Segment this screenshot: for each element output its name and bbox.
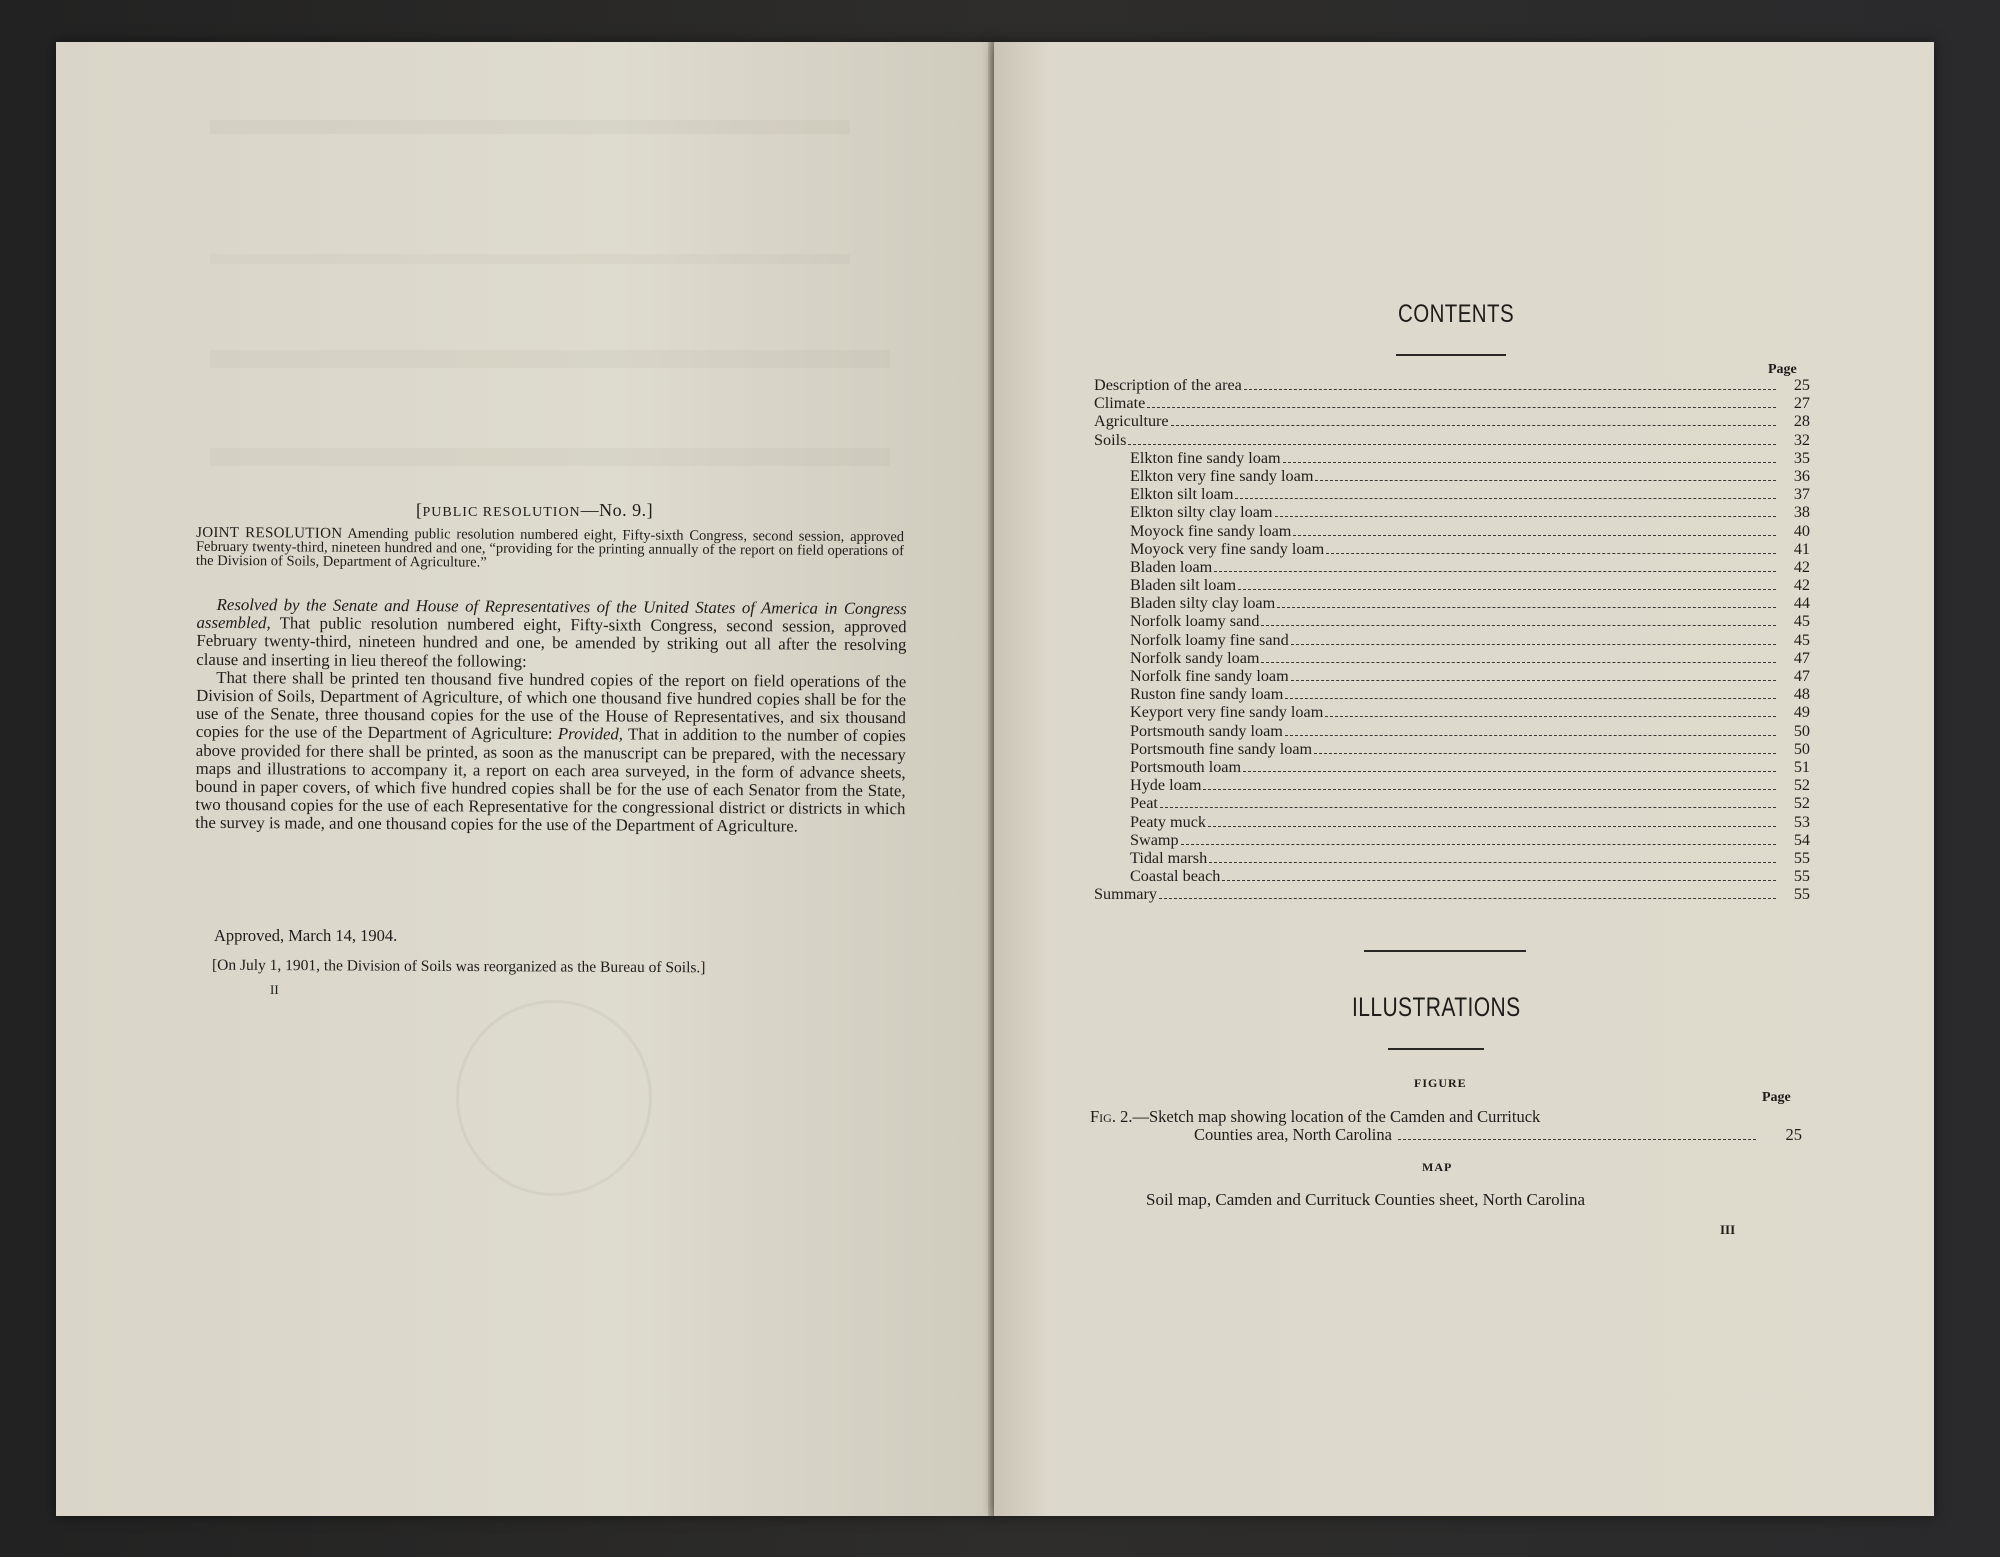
toc-entry-page: 49 — [1793, 703, 1810, 722]
resolution-body — [195, 596, 906, 837]
figure-entry-line1 — [1090, 1108, 1802, 1126]
toc-entry-label: Ruston fine sandy loam — [1130, 685, 1284, 704]
page-number-left: II — [270, 982, 279, 997]
toc-entry — [1094, 540, 1810, 558]
toc-entry-label: Elkton fine sandy loam — [1130, 448, 1281, 467]
printing-text-b: That in addition to the number of copies above provided for there shall be printed, as soon as the manuscript can be prepared, with the necessary maps and illustrations to accompany it, a report on each area surveyed, in the form of advance sheets, bound in paper covers, of which five hundred copies shall be for the use of each Senator from the State, two thousand copies for the use of each Representative for the congressional district or districts in which the survey is made, and one thousand copies for the use of the Department of Agriculture. — [195, 724, 906, 836]
figure-caption-b: Counties area, North Carolina — [1194, 1125, 1392, 1144]
resolved-paragraph — [196, 596, 906, 673]
page-number-right: III — [1720, 1222, 1736, 1237]
dot-leader — [1285, 688, 1776, 699]
dot-leader — [1203, 779, 1776, 790]
toc-entry — [1094, 885, 1810, 903]
toc-entry — [1094, 576, 1810, 594]
toc-entry-page: 45 — [1793, 612, 1810, 631]
dot-leader — [1326, 543, 1776, 554]
toc-entry — [1094, 813, 1810, 831]
toc-entry-page: 54 — [1793, 830, 1810, 849]
figure-entry — [1090, 1108, 1802, 1144]
footnote: [On July 1, 1901, the Division of Soils was reorganized as the Bureau of Soils.] — [211, 956, 706, 977]
toc-entry — [1094, 594, 1810, 612]
joint-resolution-text: Amending public resolution numbered eight, Fifty-sixth Congress, second session, approved February twenty-third, nineteen hundred and one, “providing for the printing annually of the report on field operations of the Division of Soils, Department of Agriculture.” — [195, 525, 905, 571]
toc-entry-page: 28 — [1793, 412, 1810, 431]
resolution-title: [PUBLIC RESOLUTION—No. 9.] — [416, 500, 654, 520]
toc-entry-page: 44 — [1793, 594, 1810, 613]
dot-leader — [1261, 652, 1776, 663]
toc-entry-page: 45 — [1793, 630, 1810, 649]
figure-page: 25 — [1785, 1125, 1802, 1144]
toc-entry-page: 52 — [1793, 776, 1810, 795]
toc-entry — [1094, 776, 1810, 794]
toc-entry-page: 27 — [1793, 394, 1810, 413]
dot-leader — [1208, 816, 1776, 827]
toc-entry — [1094, 522, 1810, 540]
toc-entry-label: Bladen loam — [1130, 557, 1213, 576]
toc-entry-page: 55 — [1793, 867, 1810, 886]
toc-entry — [1094, 685, 1810, 703]
toc-entry — [1094, 649, 1810, 667]
toc-entry-page: 53 — [1793, 812, 1810, 831]
toc-entry-label: Soils — [1094, 430, 1127, 449]
toc-entry-page: 38 — [1793, 503, 1810, 522]
figure-label: FIGURE — [1414, 1076, 1467, 1090]
contents-page-label: Page — [1768, 362, 1797, 377]
figure-caption-a: 2.—Sketch map showing location of the Camden and Currituck — [1115, 1107, 1541, 1126]
toc-entry-label: Summary — [1094, 885, 1157, 904]
toc-entry-label: Norfolk loamy fine sand — [1130, 630, 1289, 649]
toc-entry — [1094, 558, 1810, 576]
toc-entry-label: Portsmouth fine sandy loam — [1130, 739, 1313, 758]
toc-entry-page: 55 — [1793, 848, 1810, 867]
toc-entry — [1094, 394, 1810, 412]
printing-paragraph — [195, 669, 906, 837]
toc-entry-label: Description of the area — [1094, 376, 1242, 394]
toc-entry — [1094, 631, 1810, 649]
map-entry: Soil map, Camden and Currituck Counties sheet, North Carolina — [1146, 1190, 1586, 1209]
dot-leader — [1277, 597, 1776, 608]
dot-leader — [1315, 470, 1776, 481]
dot-leader — [1128, 434, 1776, 445]
joint-resolution-summary — [196, 526, 904, 572]
toc-entry-label: Bladen silty clay loam — [1130, 594, 1276, 613]
contents-heading: CONTENTS — [1398, 300, 1515, 328]
toc-entry — [1094, 376, 1810, 394]
toc-entry-label: Elkton silty clay loam — [1130, 503, 1273, 522]
toc-entry-page: 48 — [1793, 685, 1810, 704]
toc-entry-label: Moyock very fine sandy loam — [1130, 539, 1325, 558]
resolved-text: That public resolution numbered eight, Fifty-sixth Congress, second session, approved February twenty-third, nineteen hundred and one, be amended by striking out all after the resolving clause and inserting in lieu thereof the following: — [196, 613, 907, 671]
toc-entry-label: Elkton very fine sandy loam — [1130, 466, 1314, 485]
toc-entry-page: 41 — [1793, 539, 1810, 558]
dot-leader — [1261, 615, 1776, 626]
toc-entry-label: Portsmouth loam — [1130, 757, 1242, 776]
toc-entry-label: Hyde loam — [1130, 776, 1202, 795]
toc-entry-page: 52 — [1793, 794, 1810, 813]
toc-entry-label: Moyock fine sandy loam — [1130, 521, 1292, 540]
toc-entry-page: 37 — [1793, 485, 1810, 504]
dot-leader — [1325, 706, 1776, 717]
dot-leader — [1147, 397, 1776, 408]
dot-leader — [1244, 379, 1776, 390]
toc-entry — [1094, 794, 1810, 812]
toc-entry — [1094, 503, 1810, 521]
toc-entry — [1094, 703, 1810, 721]
figure-page-label: Page — [1762, 1090, 1791, 1105]
bleed-through-shadow — [210, 350, 890, 466]
toc-entry-page: 50 — [1793, 739, 1810, 758]
dot-leader — [1160, 797, 1776, 808]
toc-entry-page: 51 — [1793, 757, 1810, 776]
dot-leader — [1314, 743, 1776, 754]
illustrations-rule — [1388, 1048, 1484, 1050]
toc-entry — [1094, 849, 1810, 867]
toc-entry-label: Norfolk sandy loam — [1130, 648, 1260, 667]
toc-entry — [1094, 412, 1810, 430]
toc-entry-label: Elkton silt loam — [1130, 485, 1234, 504]
toc-entry-label: Tidal marsh — [1130, 848, 1208, 867]
illustrations-heading: ILLUSTRATIONS — [1352, 992, 1521, 1022]
dot-leader — [1222, 870, 1776, 881]
resolved-italic: Resolved by the Senate and House of Representatives of the United States of America in Congress assembled, — [196, 594, 907, 633]
toc-entry — [1094, 612, 1810, 630]
toc-entry-page: 36 — [1793, 466, 1810, 485]
dot-leader — [1235, 488, 1776, 499]
dot-leader — [1291, 634, 1776, 645]
toc-entry — [1094, 485, 1810, 503]
dot-leader — [1159, 888, 1776, 899]
toc-entry-page: 42 — [1793, 557, 1810, 576]
dot-leader — [1209, 852, 1776, 863]
dot-leader — [1171, 415, 1776, 426]
toc-entry-page: 55 — [1793, 885, 1810, 904]
dot-leader — [1293, 525, 1776, 536]
toc-entry — [1094, 667, 1810, 685]
toc-entry — [1094, 867, 1810, 885]
toc-entry-page: 50 — [1793, 721, 1810, 740]
approved-date: Approved, March 14, 1904. — [214, 926, 398, 945]
toc-entry — [1094, 831, 1810, 849]
toc-entry — [1094, 722, 1810, 740]
dot-leader — [1285, 725, 1776, 736]
dot-leader — [1181, 834, 1776, 845]
section-rule — [1364, 950, 1526, 952]
printing-text-a: That there shall be printed ten thousand five hundred copies of the report on field operations of the Division of Soils, Department of Agriculture, of which one thousand five hundred copies shall be for the use of the Senate, three thousand copies for the use of the House of Representatives, and six thousand copies for the use of the Department of Agriculture: — [195, 667, 907, 744]
toc-entry-label: Peat — [1130, 794, 1158, 813]
toc-entry-page: 35 — [1793, 448, 1810, 467]
toc-entry — [1094, 449, 1810, 467]
dot-leader — [1291, 670, 1776, 681]
dot-leader — [1238, 579, 1776, 590]
bleed-through-seal — [456, 1000, 652, 1196]
table-of-contents — [1094, 376, 1810, 903]
toc-entry-label: Coastal beach — [1130, 867, 1221, 886]
toc-entry-page: 47 — [1793, 667, 1810, 685]
toc-entry-page: 25 — [1793, 376, 1810, 394]
map-label: MAP — [1422, 1160, 1453, 1174]
toc-entry-page: 32 — [1793, 430, 1810, 449]
toc-entry-label: Climate — [1094, 394, 1146, 413]
contents-rule — [1396, 354, 1506, 356]
provided-italic: Provided, — [557, 724, 624, 744]
toc-entry-label: Swamp — [1130, 830, 1179, 849]
dot-leader — [1243, 761, 1776, 772]
toc-entry-label: Portsmouth sandy loam — [1130, 721, 1283, 740]
toc-entry — [1094, 758, 1810, 776]
dot-leader — [1214, 561, 1776, 572]
resolution-title-smallcaps: PUBLIC RESOLUTION — [422, 505, 581, 520]
joint-resolution-lead: JOINT RESOLUTION — [196, 524, 343, 542]
dot-leader — [1283, 452, 1776, 463]
figure-prefix: Fig. — [1090, 1107, 1116, 1126]
toc-entry — [1094, 431, 1810, 449]
toc-entry-page: 47 — [1793, 648, 1810, 667]
toc-entry-label: Agriculture — [1094, 412, 1169, 431]
toc-entry-label: Keyport very fine sandy loam — [1130, 703, 1324, 722]
toc-entry-label: Norfolk loamy sand — [1130, 612, 1260, 631]
toc-entry — [1094, 740, 1810, 758]
toc-entry — [1094, 467, 1810, 485]
toc-entry-label: Peaty muck — [1130, 812, 1206, 831]
bleed-through-shadow — [210, 120, 850, 264]
toc-entry-page: 42 — [1793, 576, 1810, 595]
dot-leader — [1275, 506, 1776, 517]
toc-entry-label: Norfolk fine sandy loam — [1130, 667, 1289, 685]
toc-entry-label: Bladen silt loam — [1130, 576, 1237, 595]
figure-entry-line2 — [1090, 1126, 1802, 1144]
dot-leader — [1398, 1129, 1756, 1140]
toc-entry-page: 40 — [1793, 521, 1810, 540]
